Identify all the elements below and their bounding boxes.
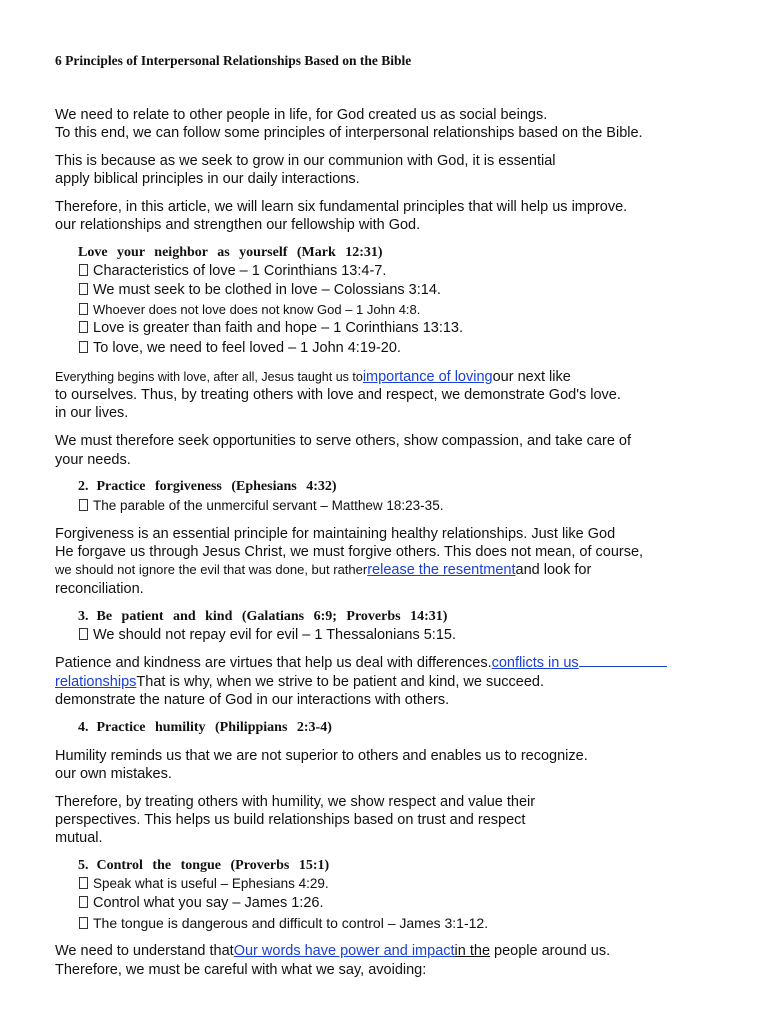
section-3-bullet-1 [79,626,456,644]
empty-box-icon [79,499,88,511]
section-heading-text: Control the tongue (Proverbs 15:1) [96,858,330,873]
bullet-text: Characteristics of love – 1 Corinthians 13:4-7. [93,263,387,279]
section-number: 3. [78,609,89,624]
section-1-bullet-4 [79,319,463,337]
bullet-text: Control what you say – James 1:26. [93,895,324,911]
section-1-paragraph-2-line-2: your needs. [55,452,131,468]
section-2-paragraph-1-line-2: He forgave us through Jesus Christ, we must forgive others. This does not mean, of course, [55,544,644,560]
empty-box-icon [79,341,88,353]
intro-paragraph-1-line-1: We need to relate to other people in life, for God created us as social beings. [55,107,548,123]
section-5-paragraph-1-line-1 [55,942,610,960]
section-1-heading [78,244,383,262]
section-1-paragraph-1-line-1 [55,368,571,386]
section-4-paragraph-1-line-1: Humility reminds us that we are not superior to others and enables us to recognize. [55,748,588,764]
section-1-bullet-1 [79,262,386,280]
intro-paragraph-1-line-2: To this end, we can follow some principles of interpersonal relationships based on the Bible. [55,125,643,141]
section-4-paragraph-2-line-2: perspectives. This helps us build relationships based on trust and respect [55,812,526,828]
section-heading-text: Practice humility (Philippians 2:3-4) [96,720,332,735]
section-heading-text: Be patient and kind (Galatians 6:9; Proverbs 14:31) [96,609,448,624]
text-segment: Patience and kindness are virtues that help us deal with differences. [55,655,492,671]
section-4-paragraph-2-line-3: mutual. [55,830,103,846]
section-5-paragraph-1-line-2: Therefore, we must be careful with what we say, avoiding: [55,962,427,978]
empty-box-icon [79,896,88,908]
section-2-bullet-1 [79,497,443,515]
link-importance-of-loving[interactable]: importance of loving [362,369,493,385]
text-segment: and look for [515,562,592,578]
section-1-bullet-2 [79,281,441,299]
text-segment: We need to understand that [55,943,234,959]
bullet-text: Speak what is useful – Ephesians 4:29. [93,876,329,891]
text-segment: our next like [492,369,571,385]
intro-paragraph-3-line-1: Therefore, in this article, we will learn six fundamental principles that will help us improve. [55,199,628,215]
section-1-paragraph-2-line-1: We must therefore seek opportunities to serve others, show compassion, and take care of [55,433,631,449]
section-4-paragraph-2-line-1: Therefore, by treating others with humility, we show respect and value their [55,794,536,810]
intro-paragraph-2-line-2: apply biblical principles in our daily interactions. [55,171,360,187]
section-3-paragraph-1-line-3: demonstrate the nature of God in our interactions with others. [55,692,450,708]
intro-paragraph-2-line-1: This is because as we seek to grow in our communion with God, it is essential [55,153,556,169]
empty-box-icon [79,283,88,295]
section-number: 5. [78,858,89,873]
empty-box-icon [79,264,88,276]
section-1-paragraph-1-line-2: to ourselves. Thus, by treating others with love and respect, we demonstrate God's love. [55,387,621,403]
link-release-the-resentment[interactable]: release the resentment [367,562,516,578]
empty-box-icon [79,877,88,889]
section-2-heading [78,478,337,496]
section-number: 4. [78,720,89,735]
bullet-text: The parable of the unmerciful servant – Matthew 18:23-35. [93,498,444,513]
link-underline-gap [579,654,667,667]
section-2-paragraph-1-line-4: reconciliation. [55,581,144,597]
link-our-words-have-power[interactable]: Our words have power and impact [233,943,455,959]
bullet-text: We must seek to be clothed in love – Colossians 3:14. [93,282,441,298]
empty-box-icon [79,628,88,640]
bullet-text: To love, we need to feel loved – 1 John 4:19-20. [93,340,401,356]
section-2-paragraph-1-line-1: Forgiveness is an essential principle for maintaining healthy relationships. Just like God [55,526,616,542]
section-1-bullet-3 [79,301,420,319]
text-segment: people around us. [490,943,611,959]
section-4-heading [78,719,332,737]
section-number: 2. [78,479,89,494]
section-3-paragraph-1-line-2 [55,673,544,691]
empty-box-icon [79,917,88,929]
section-3-paragraph-1-line-1 [55,654,667,672]
section-4-paragraph-1-line-2: our own mistakes. [55,766,172,782]
section-2-paragraph-1-line-3 [55,561,591,579]
section-3-heading [78,608,447,626]
text-segment: Everything begins with love, after all, Jesus taught us to [55,370,363,384]
section-5-bullet-3 [79,914,488,932]
text-segment: we should not ignore the evil that was done, but rather [55,562,368,577]
section-5-heading [78,857,329,875]
link-text: conflicts in us [491,655,579,671]
bullet-text: Love is greater than faith and hope – 1 Corinthians 13:13. [93,320,464,336]
link-relationships[interactable]: relationships [55,674,137,690]
bullet-text: We should not repay evil for evil – 1 Thessalonians 5:15. [93,627,456,643]
empty-box-icon [79,321,88,333]
text-segment: That is why, when we strive to be patient and kind, we succeed. [136,674,544,690]
section-1-paragraph-1-line-3: in our lives. [55,405,129,421]
empty-box-icon [79,303,88,315]
section-1-bullet-5 [79,339,401,357]
section-heading-text: Love your neighbor as yourself (Mark 12:31) [78,245,383,260]
bullet-text: Whoever does not love does not know God – 1 John 4:8. [93,302,421,317]
section-5-bullet-2 [79,894,324,912]
underlined-text-segment: in the [454,943,491,959]
intro-paragraph-3-line-2: our relationships and strengthen our fellowship with God. [55,217,421,233]
section-5-bullet-1 [79,875,329,893]
document-title: 6 Principles of Interpersonal Relationships Based on the Bible [55,53,412,68]
link-conflicts-in-us[interactable] [492,655,667,671]
bullet-text: The tongue is dangerous and difficult to control – James 3:1-12. [93,915,489,931]
section-heading-text: Practice forgiveness (Ephesians 4:32) [96,479,337,494]
